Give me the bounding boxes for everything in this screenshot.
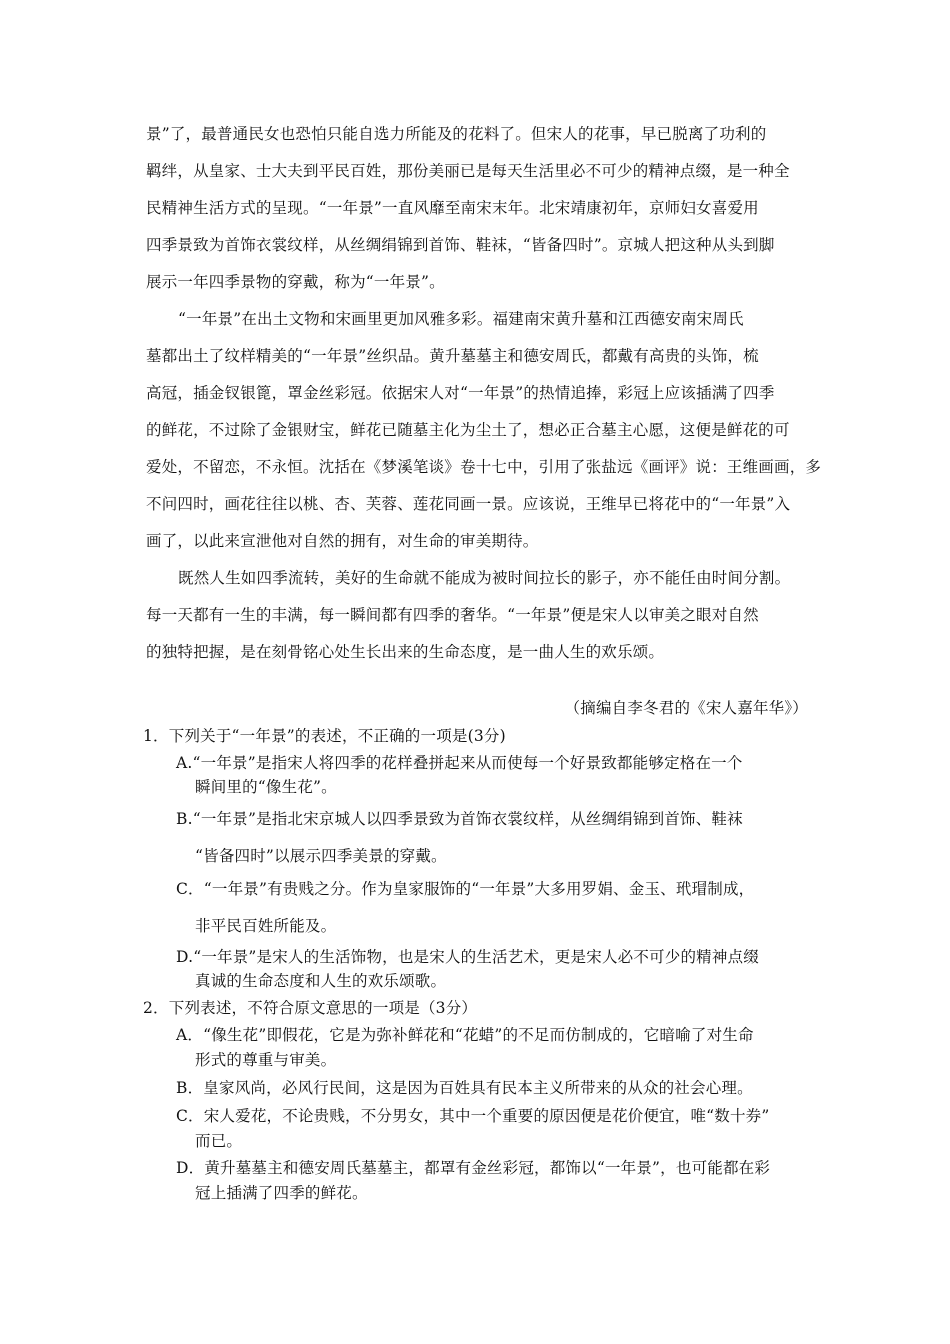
text-line: 既然人生如四季流转，美好的生命就不能成为被时间拉长的影子，亦不能任由时间分割。 bbox=[178, 569, 791, 587]
text-line: 民精神生活方式的呈现。“一年景”一直风靡至南宋末年。北宋靖康初年，京师妇女喜爱用 bbox=[146, 199, 759, 217]
option-c: C．“一年景”有贵贱之分。作为皇家服饰的“一年景”大多用罗娟、金玉、玳瑁制成， bbox=[176, 880, 755, 898]
text-line: 的独特把握，是在刻骨铭心处生长出来的生命态度，是一曲人生的欢乐颂。 bbox=[146, 643, 665, 661]
text-line: 不问四时，画花往往以桃、杏、芙蓉、莲花同画一景。应该说，王维早已将花中的“一年景”入 bbox=[146, 495, 791, 513]
question-stem: 1．下列关于“一年景”的表述，不正确的一项是(3分) bbox=[143, 727, 506, 745]
option-b: B.“一年景”是指北宋京城人以四季景致为首饰衣裳纹样，从丝绸绢锦到首饰、鞋袜 bbox=[176, 810, 743, 828]
option-c: C．宋人爱花，不论贵贱，不分男女，其中一个重要的原因便是花价便宜，唯“数十券” bbox=[176, 1107, 770, 1125]
text-line: 高冠，插金钗银篦，罩金丝彩冠。依据宋人对“一年景”的热情追捧，彩冠上应该插满了四季 bbox=[146, 384, 775, 402]
option-a-continued: 形式的尊重与审美。 bbox=[195, 1051, 337, 1069]
text-line: 羁绊，从皇家、士大夫到平民百姓，那份美丽已是每天生活里必不可少的精神点缀，是一种全 bbox=[146, 162, 790, 180]
question-stem: 2．下列表述，不符合原文意思的一项是（3分） bbox=[143, 999, 478, 1017]
text-line: “一年景”在出土文物和宋画里更加风雅多彩。福建南宋黄升墓和江西德安南宋周氏 bbox=[178, 310, 744, 328]
option-b-continued: “皆备四时”以展示四季美景的穿戴。 bbox=[195, 847, 447, 865]
text-line: 四季景致为首饰衣裳纹样，从丝绸绢锦到首饰、鞋袜，“皆备四时”。京城人把这种从头到脚 bbox=[146, 236, 775, 254]
option-d: D．黄升墓墓主和德安周氏墓墓主，都罩有金丝彩冠，都饰以“一年景”，也可能都在彩 bbox=[176, 1159, 771, 1177]
option-d-continued: 冠上插满了四季的鲜花。 bbox=[195, 1184, 368, 1202]
option-c-continued: 非平民百姓所能及。 bbox=[195, 917, 337, 935]
text-line: 墓都出土了纹样精美的“一年景”丝织品。黄升墓墓主和德安周氏，都戴有高贵的头饰，梳 bbox=[146, 347, 759, 365]
text-line: 每一天都有一生的丰满，每一瞬间都有四季的奢华。“一年景”便是宋人以审美之眼对自然 bbox=[146, 606, 759, 624]
text-line: 的鲜花，不过除了金银财宝，鲜花已随墓主化为尘土了，想必正合墓主心愿，这便是鲜花的可 bbox=[146, 421, 790, 439]
option-a: A．“像生花”即假花，它是为弥补鲜花和“花蜡”的不足而仿制成的，它暗喻了对生命 bbox=[176, 1026, 754, 1044]
option-a-continued: 瞬间里的“像生花”。 bbox=[195, 778, 337, 796]
option-c-continued: 而已。 bbox=[195, 1132, 243, 1150]
option-b: B．皇家风尚，必风行民间，这是因为百姓具有民本主义所带来的从众的社会心理。 bbox=[176, 1079, 753, 1097]
source-attribution: （摘编自李冬君的《宋人嘉年华》） bbox=[564, 699, 808, 717]
option-a: A.“一年景”是指宋人将四季的花样叠拼起来从而使每一个好景致都能够定格在一个 bbox=[176, 754, 743, 772]
text-line: 景”了，最普通民女也恐怕只能自选力所能及的花料了。但宋人的花事，早已脱离了功利的 bbox=[146, 125, 767, 143]
option-d-continued: 真诚的生命态度和人生的欢乐颂歌。 bbox=[195, 972, 447, 990]
text-line: 爱处，不留恋，不永恒。沈括在《梦溪笔谈》卷十七中，引用了张盐远《画评》说：王维画画，多 bbox=[146, 458, 822, 476]
text-line: 展示一年四季景物的穿戴，称为“一年景”。 bbox=[146, 273, 445, 291]
option-d: D.“一年景”是宋人的生活饰物，也是宋人的生活艺术，更是宋人必不可少的精神点缀 bbox=[176, 948, 759, 966]
text-line: 画了，以此来宣泄他对自然的拥有，对生命的审美期待。 bbox=[146, 532, 539, 550]
